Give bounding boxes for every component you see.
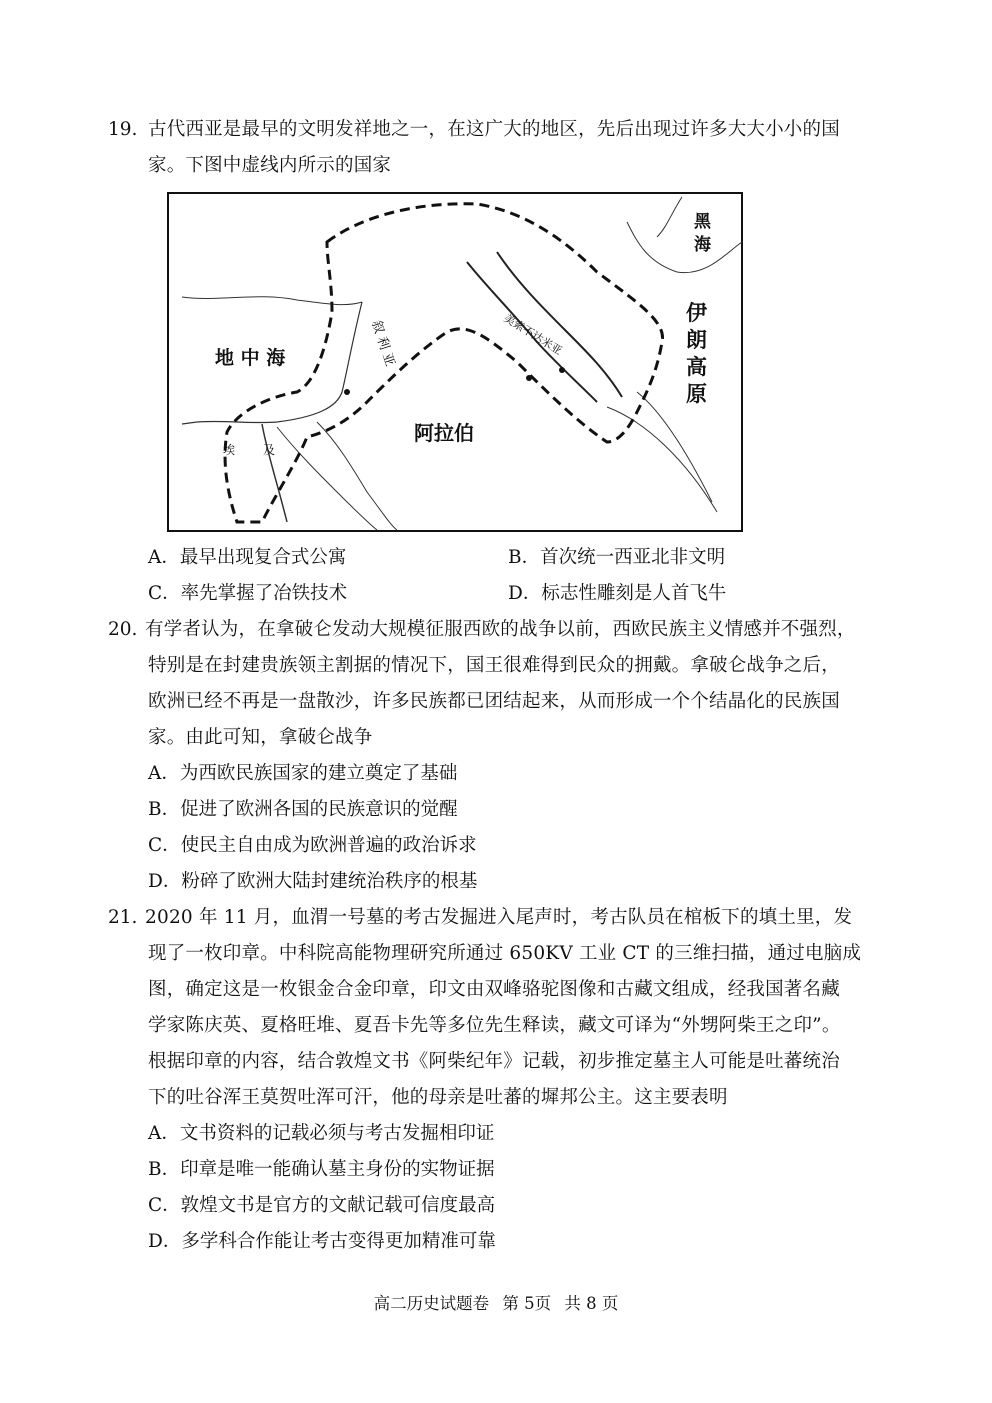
option-text: 促进了欧洲各国的民族意识的觉醒: [180, 799, 458, 820]
label-egypt-2: 及: [263, 443, 276, 457]
label-egypt-1: 埃: [223, 443, 236, 457]
q19-option-a[interactable]: [148, 546, 346, 570]
label-syria: 叙 利 亚: [368, 318, 398, 369]
q21-option-b[interactable]: [148, 1158, 495, 1182]
option-letter: C．: [148, 583, 181, 604]
option-text: 使民主自由成为欧洲普遍的政治诉求: [180, 835, 477, 856]
label-iran-3: 高: [686, 355, 707, 379]
q20-option-c[interactable]: [148, 834, 477, 858]
option-text: 多学科合作能让考古变得更加精准可靠: [181, 1231, 496, 1252]
q19-stem-line-1: 古代西亚是最早的文明发祥地之一，在这广大的地区，先后出现过许多大大小小的国: [148, 119, 840, 140]
option-text: 印章是唯一能确认墓主身份的实物证据: [180, 1159, 495, 1180]
q21-stem-line-1: 2020 年 11 月，血渭一号墓的考古发掘进入尾声时，考古队员在棺板下的填土里，发: [145, 907, 853, 928]
q21-option-d[interactable]: [148, 1230, 496, 1254]
q19-number: 19.: [108, 119, 138, 140]
q21-stem-line-6: 下的吐谷浑王莫贺吐浑可汗，他的母亲是吐蕃的墀邦公主。这主要表明: [148, 1087, 728, 1108]
option-text: 标志性雕刻是人首飞牛: [541, 583, 727, 604]
q21-stem-line-4: 学家陈庆英、夏格旺堆、夏吾卡先等多位先生释读，藏文可译为“外甥阿柴王之印”。: [148, 1015, 841, 1036]
label-iran-1: 伊: [686, 301, 707, 325]
option-letter: B．: [148, 1159, 181, 1180]
option-letter: A．: [148, 1123, 180, 1144]
q20-option-d[interactable]: [148, 870, 477, 894]
q21-number: 21.: [108, 907, 138, 928]
q20-stem-line-3: 欧洲已经不再是一盘散沙，许多民族都已团结起来，从而形成一个个结晶化的民族国: [148, 691, 840, 712]
footer-total: 共 8 页: [564, 1294, 619, 1313]
label-iran-4: 原: [686, 382, 707, 406]
label-black-sea-2: 海: [694, 235, 711, 255]
q20-stem-line-4: 家。由此可知，拿破仑战争: [148, 727, 373, 748]
option-letter: D．: [508, 583, 542, 604]
ancient-west-asia-map: [167, 192, 743, 532]
city-dot: [344, 389, 350, 395]
q20-option-a[interactable]: [148, 762, 457, 786]
option-letter: C．: [148, 835, 181, 856]
label-mesopotamia: 美索不达米亚: [501, 311, 565, 358]
option-letter: B．: [148, 799, 181, 820]
q21-stem-line-2: 现了一枚印章。中科院高能物理研究所通过 650KV 工业 CT 的三维扫描，通过电脑成: [148, 943, 862, 964]
option-letter: B．: [508, 547, 541, 568]
q19-stem-line-2: 家。下图中虚线内所示的国家: [148, 155, 392, 176]
option-letter: A．: [148, 547, 180, 568]
option-letter: C．: [148, 1195, 181, 1216]
q20-stem-line-2: 特别是在封建贵族领主割据的情况下，国王很难得到民众的拥戴。拿破仑战争之后，: [148, 655, 840, 676]
page-footer: [0, 1290, 992, 1314]
option-letter: A．: [148, 763, 180, 784]
q20-option-b[interactable]: [148, 798, 458, 822]
q21-option-a[interactable]: [148, 1122, 494, 1146]
option-letter: D．: [148, 1231, 182, 1252]
option-letter: D．: [148, 871, 182, 892]
city-dot: [559, 367, 565, 373]
q21-stem-line-3: 图，确定这是一枚银金合金印章，印文由双峰骆驼图像和古藏文组成，经我国著名藏: [148, 979, 840, 1000]
q21-option-c[interactable]: [148, 1194, 495, 1218]
label-black-sea-1: 黑: [694, 212, 711, 232]
q19-option-d[interactable]: [508, 582, 726, 606]
q19-option-b[interactable]: [508, 546, 725, 570]
q21-stem-line-5: 根据印章的内容，结合敦煌文书《阿柴纪年》记载，初步推定墓主人可能是吐蕃统治: [148, 1051, 840, 1072]
option-text: 首次统一西亚北非文明: [540, 547, 726, 568]
q20-number: 20.: [108, 619, 138, 640]
q19-option-c[interactable]: [148, 582, 347, 606]
option-text: 敦煌文书是官方的文献记载可信度最高: [180, 1195, 496, 1216]
option-text: 文书资料的记载必须与考古发掘相印证: [179, 1123, 495, 1144]
option-text: 最早出现复合式公寓: [179, 547, 347, 568]
city-dot: [526, 375, 532, 381]
q20-stem-line-1: 有学者认为，在拿破仑发动大规模征服西欧的战争以前，西欧民族主义情感并不强烈，: [145, 619, 856, 640]
option-text: 为西欧民族国家的建立奠定了基础: [179, 763, 458, 784]
option-text: 率先掌握了冶铁技术: [180, 583, 348, 604]
footer-title: 高二历史试题卷: [373, 1294, 490, 1313]
footer-page: 第 5页: [502, 1294, 552, 1313]
option-text: 粉碎了欧洲大陆封建统治秩序的根基: [181, 871, 478, 892]
label-arabia: 阿拉伯: [414, 421, 474, 445]
label-iran-2: 朗: [686, 328, 707, 352]
label-mediterranean: 地 中 海: [215, 347, 286, 369]
